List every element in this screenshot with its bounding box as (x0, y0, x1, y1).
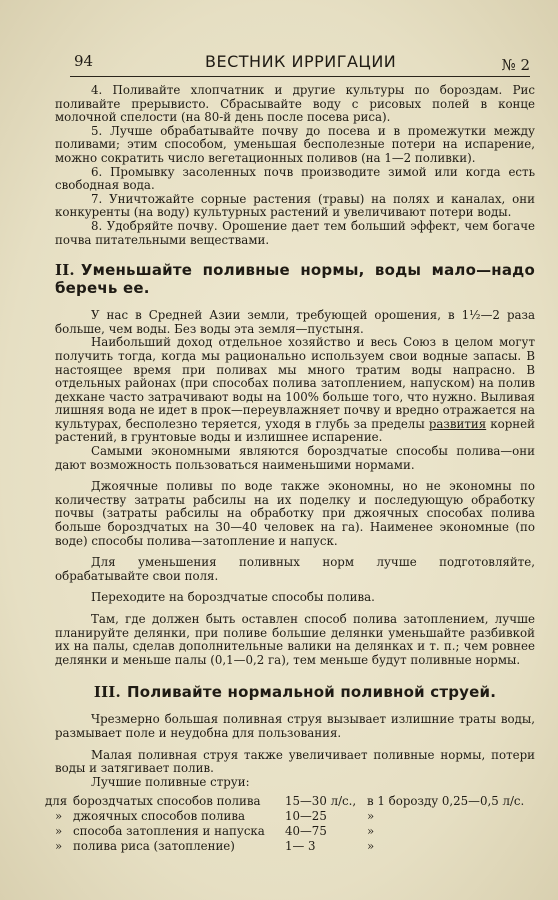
rate-value: 1— 3 (285, 839, 316, 854)
rate-extra: » (367, 824, 375, 839)
paragraph (55, 336, 535, 445)
rate-value: 40—75 (285, 824, 327, 839)
paragraph: Там, где должен быть оставлен способ полива затоплением, лучше планируйте делянки, при поливе большие делянки уменьшайте разбивкой их на палы, сделав дополнительные валики на делянках и т. п.; чем ровнее делянки и меньше палы (0,1—0,2 га), тем меньше будут поливные нормы. (55, 612, 535, 667)
rate-method: джоячных способов полива (73, 809, 245, 824)
journal-title: ВЕСТНИК ИРРИГАЦИИ (205, 52, 397, 71)
rate-method: полива риса (затопление) (73, 839, 235, 854)
section-heading-3 (55, 683, 535, 701)
paragraph: Для уменьшения поливных норм лучше подготовляйте, обрабатывайте свои поля. (55, 555, 535, 583)
list-item (55, 825, 535, 840)
paragraph: 4. Поливайте хлопчатник и другие культуры по бороздам. Рис поливайте прерывисто. Сбрасывайте воду с рисовых полей в конце молочной спелости (на 80-й день после посева риса). (55, 83, 535, 125)
rate-method: способа затопления и напуска (73, 824, 265, 839)
section-numeral: III. (93, 683, 121, 702)
paragraph: Самыми экономными являются бороздчатые способы полива—они дают возможность пользоваться наименьшими нормами. (55, 444, 535, 472)
paragraph: 7. Уничтожайте сорные растения (травы) на полях и каналах, они конкуренты (на воду) культурных растений и увеличивают потери воды. (55, 191, 535, 220)
paragraph: Лучшие поливные струи: (91, 774, 250, 789)
rate-extra: » (367, 839, 375, 854)
rate-value: 15—30 л/с., (285, 794, 357, 809)
rate-method: бороздчатых способов полива (73, 794, 261, 809)
underlined-word: развития (428, 416, 487, 431)
paragraph: Переходите на бороздчатые способы полива. (91, 590, 375, 605)
section-heading-2 (55, 261, 535, 297)
rate-value: 10—25 (285, 809, 327, 824)
paragraph: 8. Удобряйте почву. Орошение дает тем больший эффект, чем богаче почва питательными веществами. (55, 218, 535, 247)
list-item (45, 794, 535, 810)
page-header (70, 50, 530, 77)
section-numeral: II. (55, 261, 75, 280)
rate-prefix: » (55, 824, 63, 839)
rate-prefix: » (55, 839, 63, 854)
paragraph: У нас в Средней Азии земли, требующей орошения, в 1½—2 раза больше, чем воды. Без воды эта земля—пустыня. (55, 308, 535, 336)
list-item (55, 840, 535, 855)
issue-number: № 2 (501, 56, 530, 74)
text-run: Наибольший доход отдельное хозяйство и весь Союз в целом могут получить тогда, когда мы рационально используем свои водные запасы. В настоящее время при поливах мы много тратим воды напрасно. В отдельных районах (при способах полива затоплением, напуском) на полив дехкане часто затрачивают воды на 100% больше того, что нужно. Выливая лишняя вода не идет в прок—переувлажняет почву и вредно отражается на культурах, бесполезно теряется, уходя в глубь за пределы (55, 335, 535, 431)
rate-extra: » (367, 809, 375, 824)
section-title: Уменьшайте поливные нормы, воды мало—надо беречь ее. (55, 261, 535, 298)
paragraph: 5. Лучше обрабатывайте почву до посева и в промежутки между поливами; этим способом, уменьшая бесполезные потери на испарение, можно сократить число вегетационных поливов (на 1—2 поливки). (55, 123, 535, 165)
page-number: 94 (74, 52, 94, 70)
list-item (55, 810, 535, 825)
article-body (45, 83, 535, 855)
paragraph: Малая поливная струя также увеличивает поливные нормы, потери воды и затягивает полив. (55, 747, 535, 776)
paragraph: 6. Промывку засоленных почв производите зимой или когда есть свободная вода. (55, 164, 535, 193)
rate-extra: в 1 борозду 0,25—0,5 л/с. (367, 794, 525, 809)
rate-prefix: для (45, 794, 68, 809)
paragraph: Чрезмерно большая поливная струя вызывает излишние траты воды, размывает поле и неудобна для пользования. (55, 712, 535, 740)
rate-prefix: » (55, 809, 63, 824)
flow-rates-list (45, 794, 535, 855)
text-run: корней растений, в грунтовые воды и излишнее испарение. (55, 416, 535, 445)
paragraph: Джоячные поливы по воде также экономны, но не экономны по количеству затраты рабсилы на их поделку и последующую обработку почвы (затраты рабсилы на обработку при джоячных способах полива больше бороздчатых на 30—40 человек на га). Наименее экономные (по воде) способы полива—затопление и напуск. (55, 479, 535, 548)
section-title: Поливайте нормальной поливной струей. (126, 683, 497, 702)
